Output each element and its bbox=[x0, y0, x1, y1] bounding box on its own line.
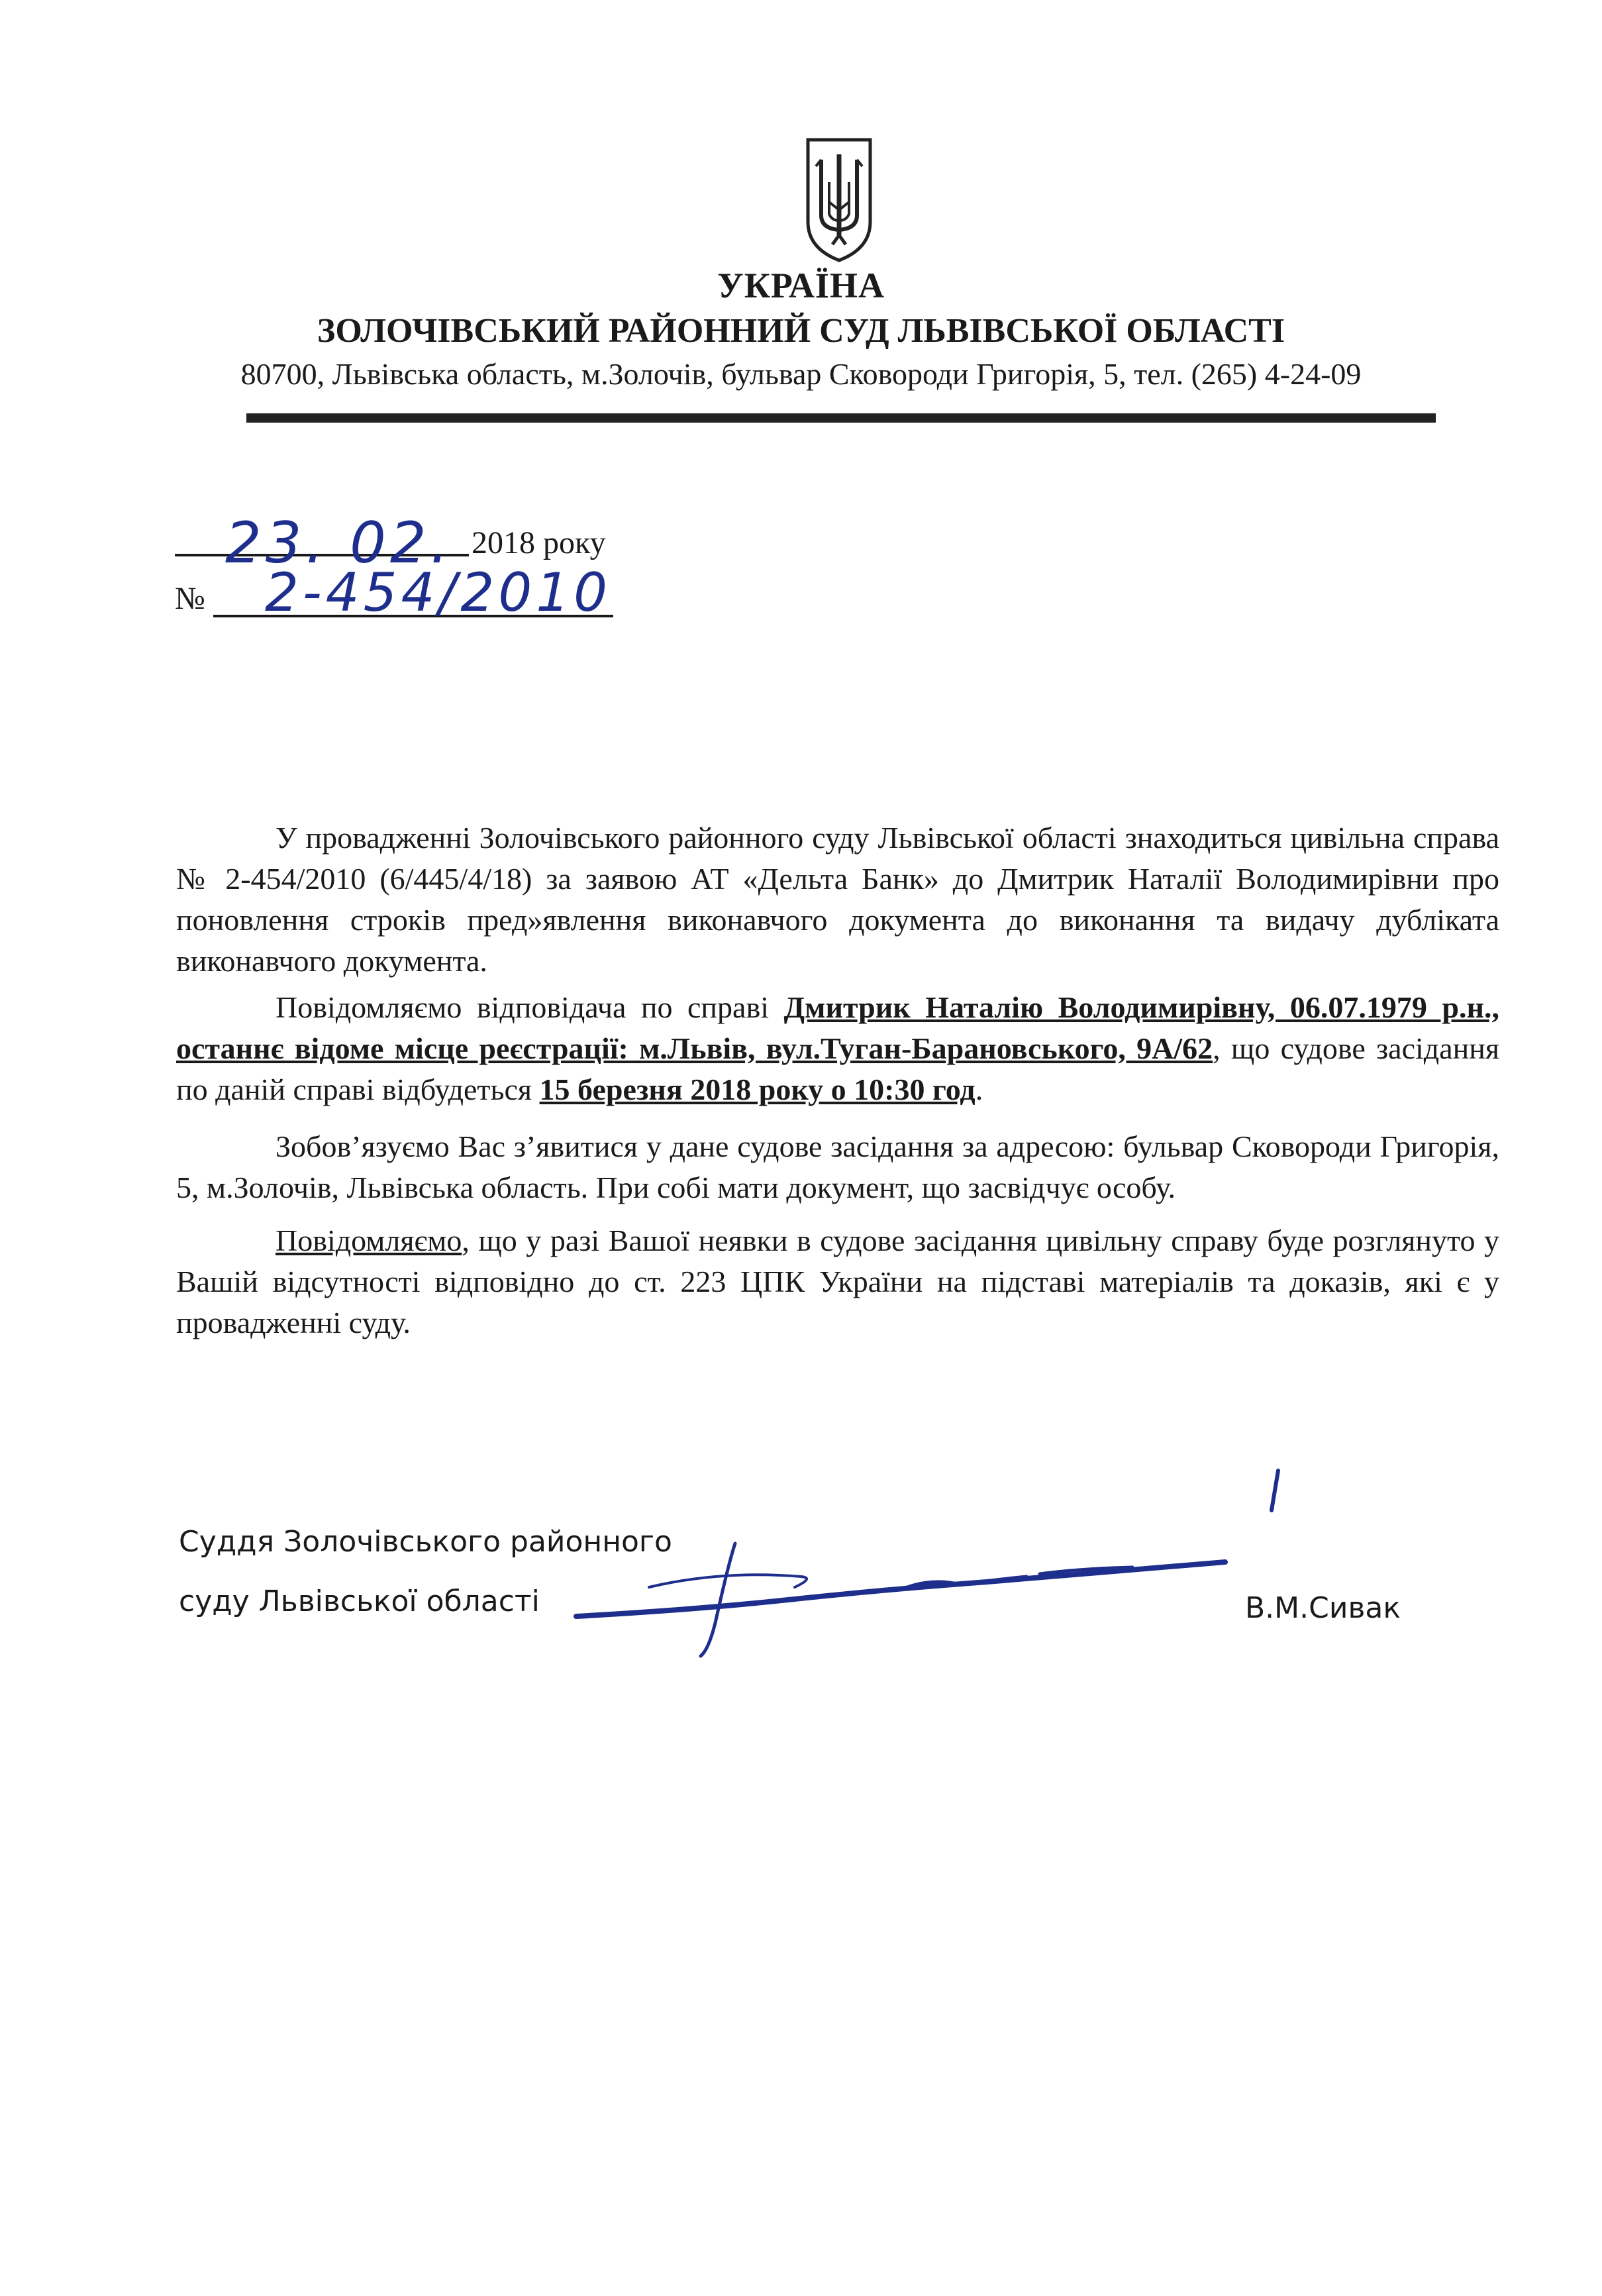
paragraph-case-text: У провадженні Золочівського районного суду Львівської області знаходиться цивільна справа № 2-454/2010 (6/445/4/18) за заявою АТ «Дельта Банк» до Дмитрик Наталії Володимирівни про поновлення строків пред»явлення виконавчого документа до виконання та видачу дубліката виконавчого документа. bbox=[176, 821, 1499, 978]
number-label: № bbox=[175, 581, 205, 616]
hearing-date: 15 березня 2018 року о 10:30 год bbox=[539, 1072, 976, 1106]
judge-title-line-2: суду Львівської області bbox=[179, 1585, 540, 1618]
handwritten-signature bbox=[563, 1457, 1291, 1669]
notification-start: Повідомляємо відповідача по справі bbox=[275, 990, 784, 1024]
country-title: УКРАЇНА bbox=[717, 266, 885, 305]
paragraph-case-info bbox=[176, 817, 1499, 982]
judge-name: В.М.Сивак bbox=[1245, 1591, 1401, 1625]
handwritten-date: 23. 02. bbox=[225, 510, 452, 576]
court-address: 80700, Львівська область, м.Золочів, бульвар Сковороди Григорія, 5, тел. (265) 4-24-09 bbox=[240, 357, 1362, 391]
notification-middle: , що судове засідання по даній справі відбудеться bbox=[176, 1031, 1500, 1106]
notification-end: . bbox=[975, 1072, 983, 1106]
date-year: 2018 року bbox=[472, 525, 606, 560]
warning-text: , що у разі Вашої неявки в судове засідання цивільну справу буде розглянуто у Вашій відсутності відповідно до ст. 223 ЦПК України на підставі матеріалів та доказів, які є у провадженні суду. bbox=[176, 1224, 1499, 1339]
paragraph-summons bbox=[176, 1126, 1499, 1208]
paragraph-notification bbox=[176, 987, 1499, 1110]
respondent-details: Дмитрик Наталію Володимирівну, 06.07.1979 р.н., останнє відоме місце реєстрації: м.Львів, вул.Туган-Барановського, 9А/62 bbox=[176, 990, 1499, 1065]
summons-text: Зобов’язуємо Вас з’явитися у дане судове засідання за адресою: бульвар Сковороди Григорія, 5, м.Золочів, Львівська область. При собі мати документ, що засвідчує особу. bbox=[176, 1129, 1499, 1204]
warning-lead: Повідомляємо bbox=[275, 1224, 462, 1257]
court-title: ЗОЛОЧІВСЬКИЙ РАЙОННИЙ СУД ЛЬВІВСЬКОЇ ОБЛАСТІ bbox=[317, 312, 1285, 350]
handwritten-case-number: 2-454/2010 bbox=[265, 562, 612, 623]
judge-title-line-1: Суддя Золочівського районного bbox=[179, 1525, 672, 1559]
header-divider bbox=[246, 413, 1436, 423]
trident-coat-of-arms-icon bbox=[803, 136, 876, 263]
paragraph-warning bbox=[176, 1220, 1499, 1343]
